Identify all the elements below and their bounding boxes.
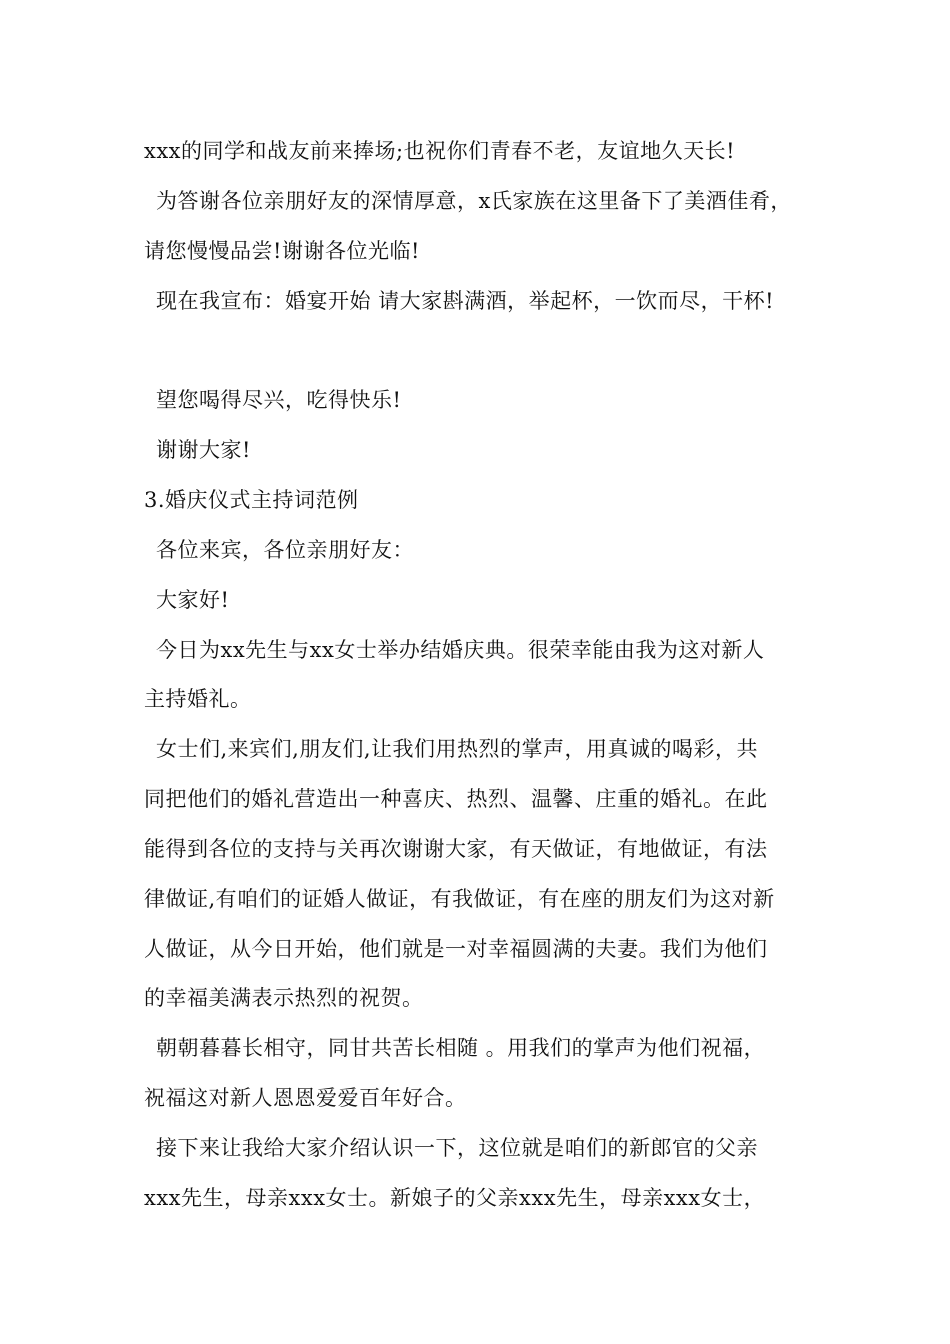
text-line-19: 祝福这对新人恩恩爱爱百年好合。 [144, 1086, 467, 1110]
section-heading: 3.婚庆仪式主持词范例 [144, 488, 359, 512]
text-line-1: xxx的同学和战友前来捧场;也祝你们青春不老，友谊地久天长! [144, 139, 736, 163]
text-line-8: 各位来宾，各位亲朋好友： [156, 538, 414, 562]
text-line-17: 的幸福美满表示热烈的祝贺。 [144, 986, 424, 1010]
text-line-9: 大家好! [156, 588, 230, 612]
text-line-15: 律做证,有咱们的证婚人做证，有我做证，有在座的朋友们为这对新 [144, 887, 775, 911]
text-line-5: 望您喝得尽兴，吃得快乐! [156, 388, 402, 412]
text-line-4: 现在我宣布：婚宴开始 请大家斟满酒，举起杯，一饮而尽，干杯! [156, 289, 775, 313]
text-line-2: 为答谢各位亲朋好友的深情厚意，x氏家族在这里备下了美酒佳肴， [156, 189, 792, 213]
text-line-3: 请您慢慢品尝!谢谢各位光临! [144, 239, 420, 263]
text-line-6: 谢谢大家! [156, 438, 251, 462]
text-line-10: 今日为xx先生与xx女士举办结婚庆典。很荣幸能由我为这对新人 [156, 638, 765, 662]
text-line-11: 主持婚礼。 [144, 687, 252, 711]
text-line-12: 女士们,来宾们,朋友们,让我们用热烈的掌声，用真诚的喝彩，共 [156, 737, 759, 761]
text-line-16: 人做证，从今日开始，他们就是一对幸福圆满的夫妻。我们为他们 [144, 937, 768, 961]
text-line-13: 同把他们的婚礼营造出一种喜庆、热烈、温馨、庄重的婚礼。在此 [144, 787, 768, 811]
text-line-18: 朝朝暮暮长相守，同甘共苦长相随 。用我们的掌声为他们祝福， [156, 1036, 766, 1060]
text-line-14: 能得到各位的支持与关再次谢谢大家，有天做证，有地做证，有法 [144, 837, 768, 861]
text-line-20: 接下来让我给大家介绍认识一下，这位就是咱们的新郎官的父亲 [156, 1136, 758, 1160]
text-line-21: xxx先生，母亲xxx女士。新娘子的父亲xxx先生，母亲xxx女士， [144, 1186, 766, 1210]
